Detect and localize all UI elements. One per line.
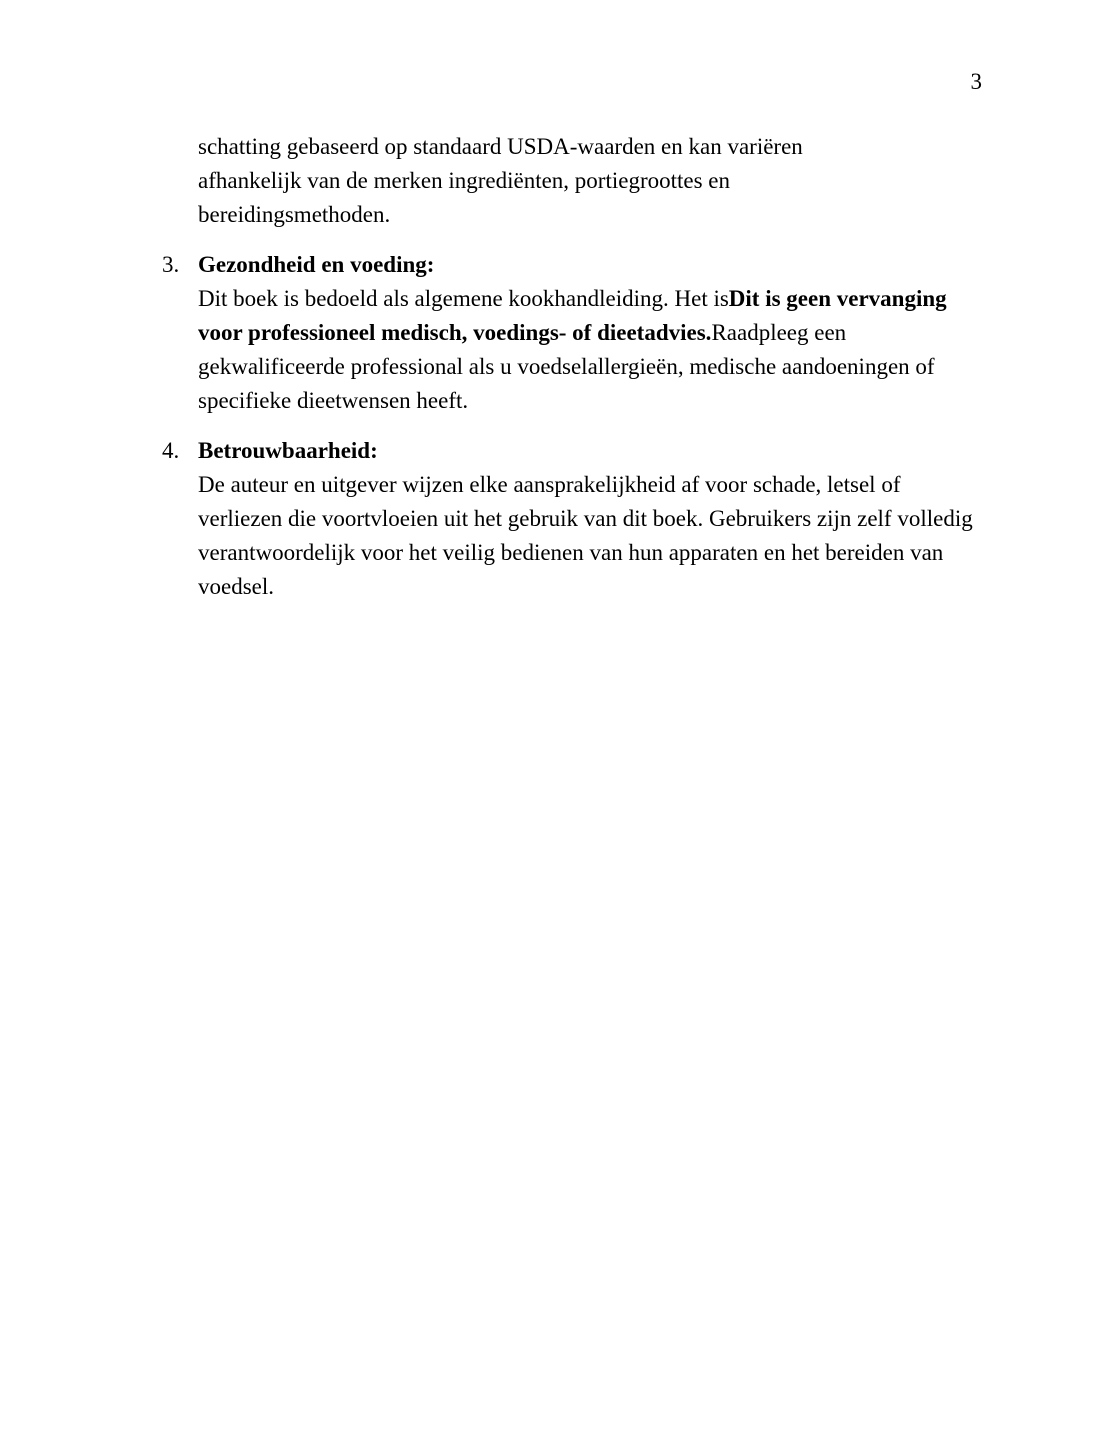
list-item-heading: Betrouwbaarheid: — [198, 438, 378, 463]
continuation-line: schatting gebaseerd op standaard USDA-waarden en kan variëren — [198, 134, 803, 159]
continuation-line: bereidingsmethoden. — [198, 202, 391, 227]
list-item-heading: Gezondheid en voeding: — [198, 252, 435, 277]
list-item-number: 4. — [162, 438, 180, 463]
list-item-number: 3. — [162, 252, 180, 277]
body-bold-text: Dit is geen vervanging voor professioneel medisch, voedings- of dieetadvies. — [198, 286, 947, 345]
list-item-health — [162, 248, 988, 418]
page-number: 3 — [970, 69, 982, 94]
continuation-paragraph — [198, 130, 988, 232]
list-item-reliability — [162, 434, 988, 604]
body-text: Raadpleeg een gekwalificeerde professional als u voedselallergieën, medische aandoeningen of specifieke dieetwensen heeft. — [198, 320, 935, 413]
document-body — [162, 130, 988, 604]
list-item-body: De auteur en uitgever wijzen elke aansprakelijkheid af voor schade, letsel of verliezen die voortvloeien uit het gebruik van dit boek. Gebruikers zijn zelf volledig verantwoordelijk voor het veilig bedienen van hun apparaten en het bereiden van voedsel. — [198, 472, 973, 599]
body-text: Dit boek is bedoeld als algemene kookhandleiding. Het is — [198, 286, 729, 311]
continuation-line: afhankelijk van de merken ingrediënten, portiegroottes en — [198, 168, 730, 193]
list-item-body — [198, 282, 988, 418]
